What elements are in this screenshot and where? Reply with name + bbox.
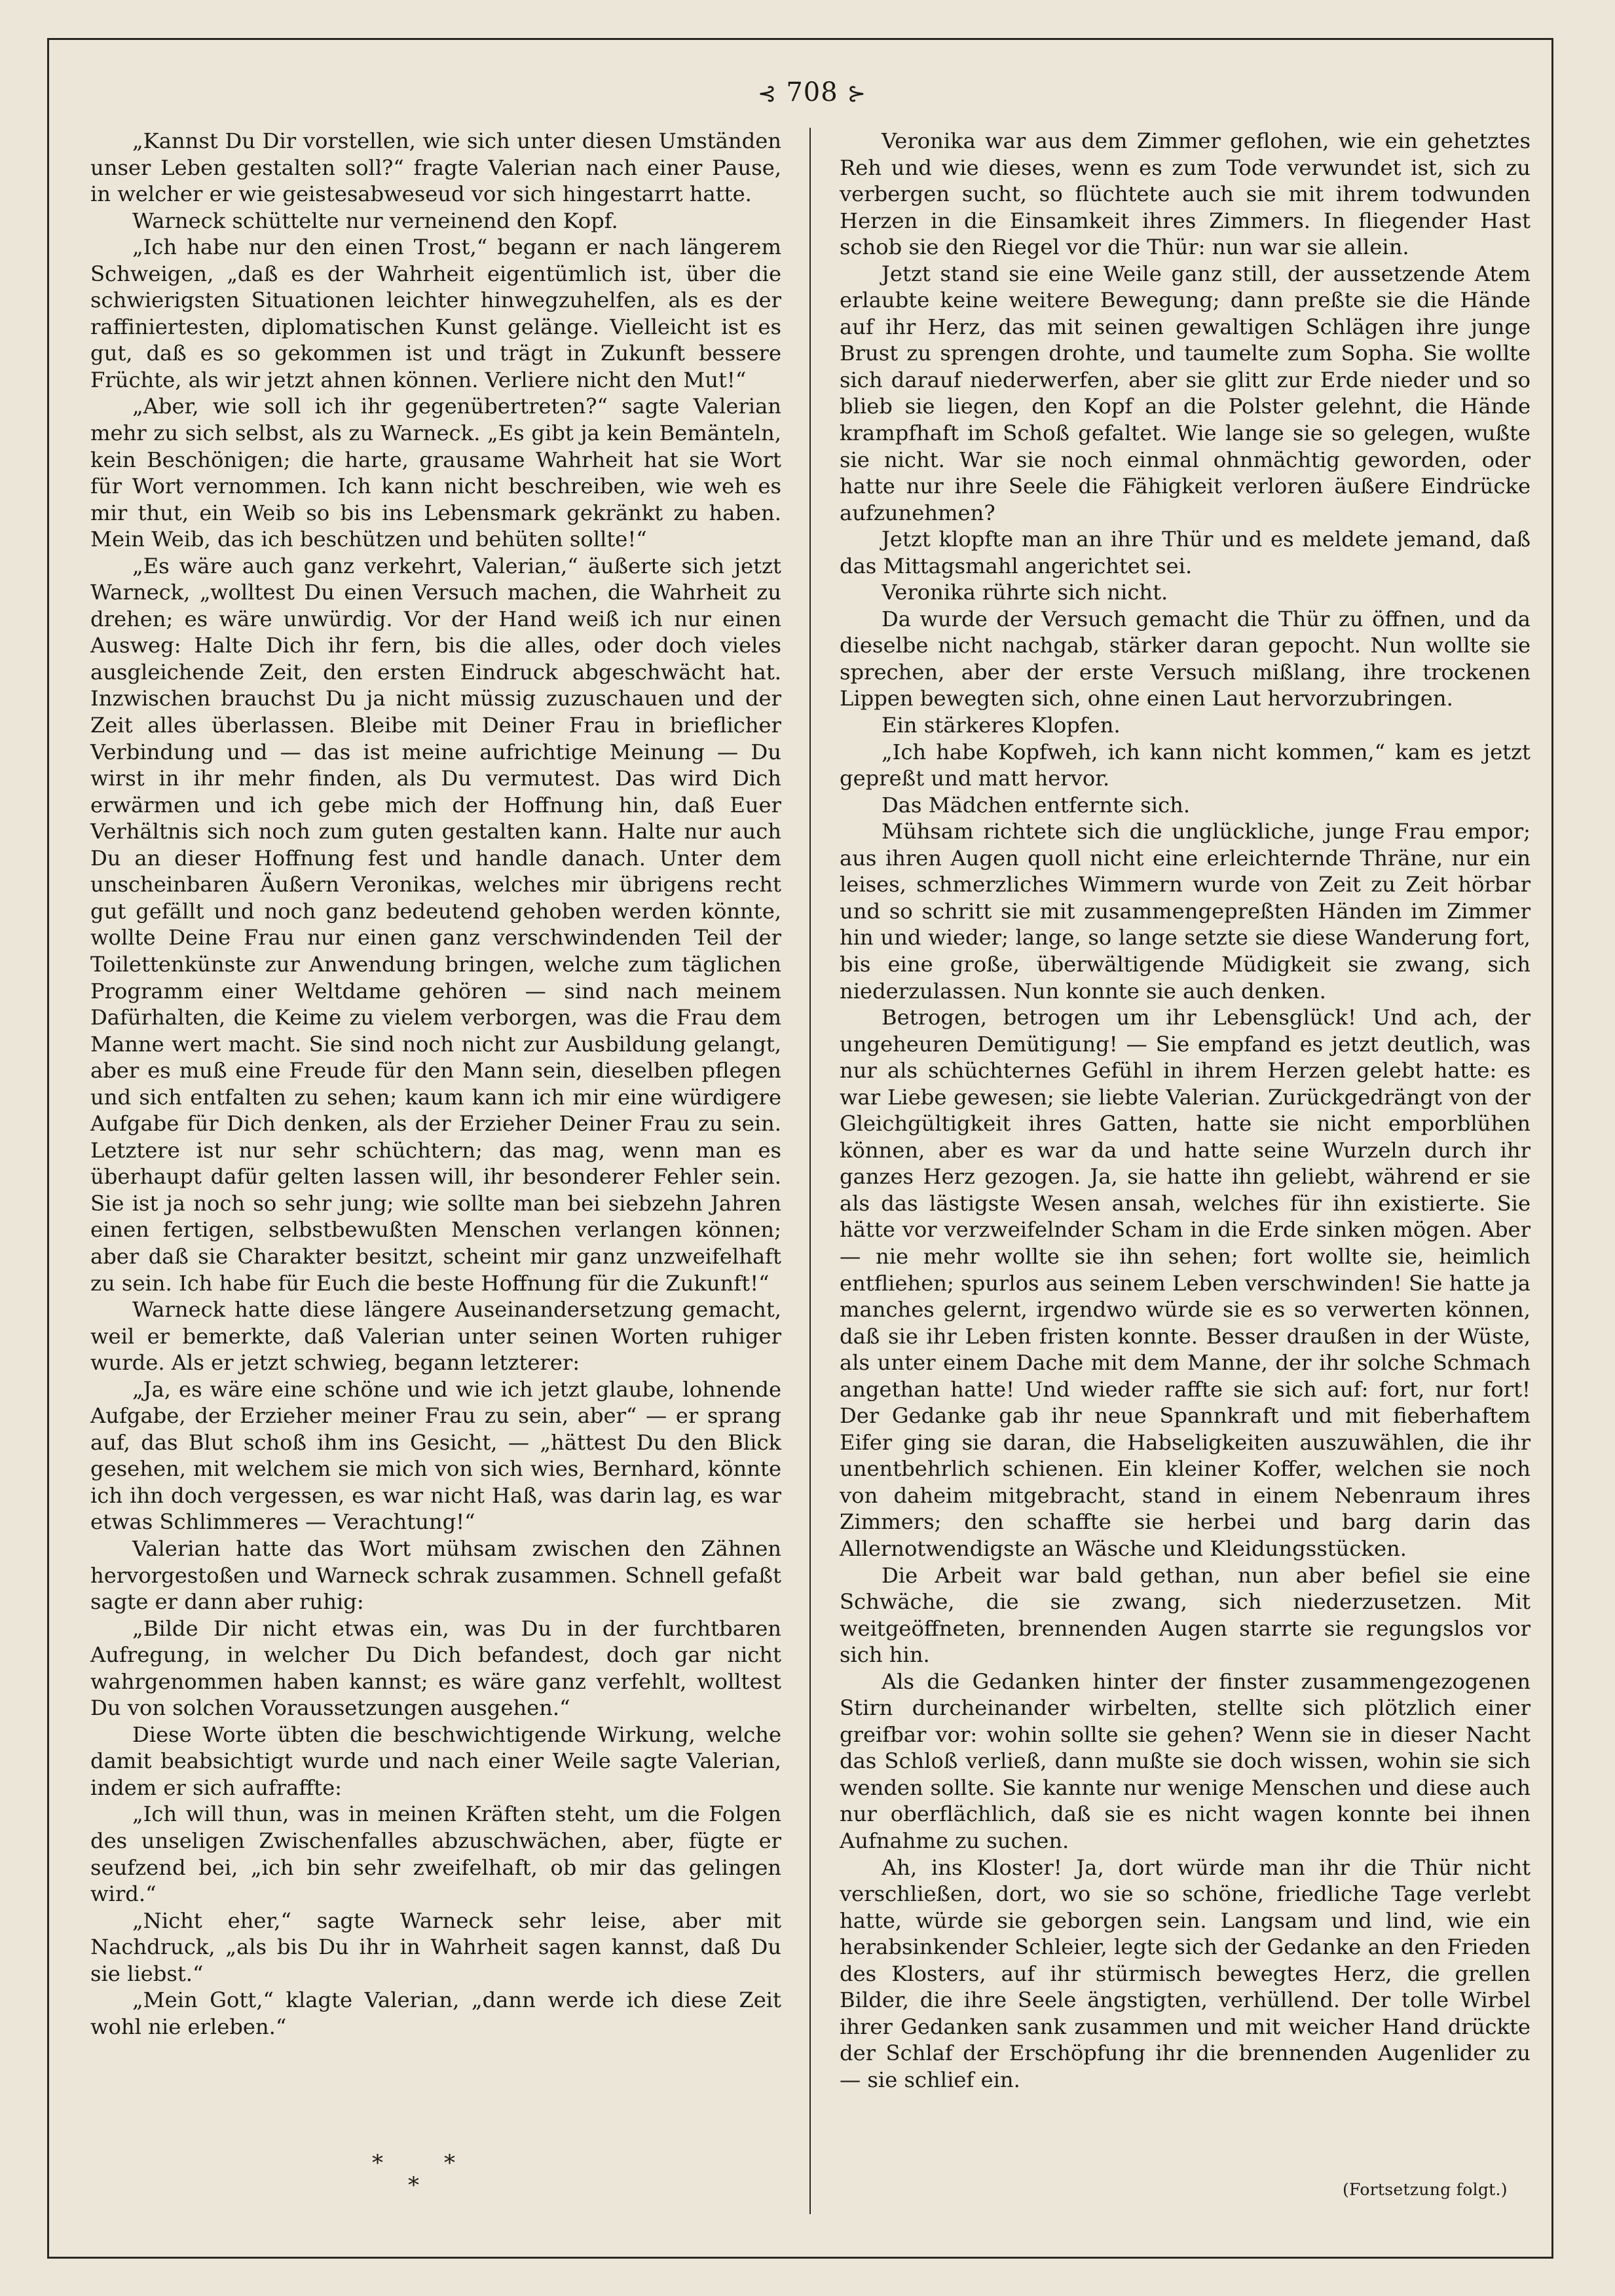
paragraph: „Bilde Dir nicht etwas ein, was Du in der furchtbaren Aufregung, in welcher Du Dich befandest, doch gar nicht wahrgenommen haben kannst; es wäre ganz verfehlt, wolltest Du von solchen Voraussetzungen ausgehen.“ [90, 1615, 781, 1721]
paragraph: Warneck hatte diese längere Auseinandersetzung gemacht, weil er bemerkte, daß Valerian unter seinen Worten ruhiger wurde. Als er jetzt schwieg, begann letzterer: [90, 1297, 781, 1376]
left-ornament: ⊰ [757, 81, 777, 107]
paragraph: „Aber, wie soll ich ihr gegenübertreten?“ sagte Valerian mehr zu sich selbst, als zu Warneck. „Es gibt ja kein Bemänteln, kein Beschönigen; die harte, grausame Wahrheit hat sie Wort für Wort vernommen. Ich kann nicht beschreiben, wie weh es mir thut, ein Weib so bis ins Lebensmark gekränkt zu haben. Mein Weib, das ich beschützen und behüten sollte!“ [90, 394, 781, 552]
paragraph: Jetzt stand sie eine Weile ganz still, der aussetzende Atem erlaubte keine weitere Bewegung; dann preßte sie die Hände auf ihr Herz, das mit seinen gewaltigen Schlägen ihre junge Brust zu sprengen drohte, und taumelte zum Sopha. Sie wollte sich darauf niederwerfen, aber sie glitt zur Erde nieder und so blieb sie liegen, den Kopf an die Polster gelehnt, die Hände krampfhaft im Schoß gefaltet. Wie lange sie so gelegen, wußte sie nicht. War sie noch einmal ohnmächtig geworden, oder hatte nur ihre Seele die Fähigkeit verloren äußere Eindrücke aufzunehmen? [840, 261, 1531, 525]
paragraph: Ah, ins Kloster! Ja, dort würde man ihr die Thür nicht verschließen, dort, wo sie so schöne, friedliche Tage verlebt hatte, würde sie geborgen sein. Langsam und lind, wie ein herabsinkender Schleier, legte sich der Gedanke an den Frieden des Klosters, auf ihr stürmisch bewegtes Herz, die grellen Bilder, die ihre Seele ängstigten, verhüllend. Der tolle Wirbel ihrer Gedanken sank zusammen und mit weicher Hand drückte der Schlaf der Erschöpfung ihr die brennenden Augenlider zu — sie schlief ein. [840, 1854, 1531, 2092]
paragraph: „Kannst Du Dir vorstellen, wie sich unter diesen Umständen unser Leben gestalten soll?“ fragte Valerian nach einer Pause, in welcher er wie geistesabweseud vor sich hingestarrt hatte. [90, 128, 781, 207]
paragraph: Ein stärkeres Klopfen. [882, 713, 1121, 738]
paragraph: Als die Gedanken hinter der finster zusammengezogenen Stirn durcheinander wirbelten, stellte sich plötzlich einer greifbar vor: wohin sollte sie gehen? Wenn sie in dieser Nacht das Schloß verließ, dann mußte sie doch wissen, wohin sie sich wenden sollte. Sie kannte nur wenige Menschen und diese auch nur oberflächlich, daß sie es nicht wagen konnte bei ihnen Aufnahme zu suchen. [840, 1668, 1531, 1853]
paragraph: Valerian hatte das Wort mühsam zwischen den Zähnen hervorgestoßen und Warneck schrak zusammen. Schnell gefaßt sagte er dann aber ruhig: [90, 1535, 781, 1615]
paragraph: Jetzt klopfte man an ihre Thür und es meldete jemand, daß das Mittagsmahl angerichtet sei. [840, 527, 1531, 578]
paragraph: „Ich habe Kopfweh, ich kann nicht kommen,“ kam es jetzt gepreßt und matt hervor. [840, 739, 1531, 791]
paragraph: Da wurde der Versuch gemacht die Thür zu öffnen, und da dieselbe nicht nachgab, stärker daran gepocht. Nun wollte sie sprechen, aber der erste Versuch mißlang, ihre trockenen Lippen bewegten sich, ohne einen Laut hervorzubringen. [840, 606, 1531, 711]
paragraph: Mühsam richtete sich die unglückliche, junge Frau empor; aus ihren Augen quoll nicht eine erleichternde Thräne, nur ein leises, schmerzliches Wimmern wurde von Zeit zu Zeit hörbar und so schritt sie mit zusammengepreßten Händen im Zimmer hin und wieder; lange, so lange setzte sie diese Wanderung fort, bis eine große, überwältigende Müdigkeit sie zwang, sich niederzulassen. Nun konnte sie auch denken. [840, 819, 1531, 1004]
paragraph: „Es wäre auch ganz verkehrt, Valerian,“ äußerte sich jetzt Warneck, „wolltest Du einen Versuch machen, die Wahrheit zu drehen; es wäre unwürdig. Vor der Hand weiß ich nur einen Ausweg: Halte Dich ihr fern, bis die alles, oder doch vieles ausgleichende Zeit, den ersten Eindruck abgeschwächt hat. Inzwischen brauchst Du ja nicht müssig zuzuschauen und der Zeit alles überlassen. Bleibe mit Deiner Frau in brieflicher Verbindung und — das ist meine aufrichtige Meinung — Du wirst in ihr mehr finden, als Du vermutest. Das wird Dich erwärmen und ich gebe mich der Hoffnung hin, daß Euer Verhältnis sich noch zum guten gestalten kann. Halte nur auch Du an dieser Hoffnung fest und handle danach. Unter dem unscheinbaren Äußern Veronikas, welches mir übrigens recht gut gefällt und noch ganz bedeutend gehoben werden könnte, wollte Deine Frau nur einen ganz verschwindenden Teil der Toilettenkünste zur Anwendung bringen, welche zum täglichen Programm einer Weltdame gehören — sind nach meinem Dafürhalten, die Keime zu vielem verborgen, was die Frau dem Manne wert macht. Sie sind noch nicht zur Ausbildung gelangt, aber es muß eine Freude für den Mann sein, dieselben pflegen und sich entfalten zu sehen; kaum kann ich mir eine würdigere Aufgabe für Dich denken, als der Erzieher Deiner Frau zu sein. Letztere ist nur sehr schüchtern; das mag, wenn man es überhaupt dafür gelten lassen will, ihr besonderer Fehler sein. Sie ist ja noch so sehr jung; wie sollte man bei siebzehn Jahren einen fertigen, selbstbewußten Menschen verlangen können; aber daß sie Charakter besitzt, scheint mir ganz unzweifelhaft zu sein. Ich habe für Euch die beste Hoffnung für die Zukunft!“ [90, 553, 781, 1296]
paragraph: „Nicht eher,“ sagte Warneck sehr leise, aber mit Nachdruck, „als bis Du ihr in Wahrheit sagen kannst, daß Du sie liebst.“ [90, 1908, 781, 1986]
continuation-note: (Fortsetzung folgt.) [1343, 2180, 1508, 2199]
section-break [90, 2150, 781, 2202]
left-column [90, 128, 781, 2040]
paragraph: Veronika rührte sich nicht. [882, 580, 1168, 605]
paragraph: „Ja, es wäre eine schöne und wie ich jetzt glaube, lohnende Aufgabe, der Erzieher meiner Frau zu sein, aber“ — er sprang auf, das Blut schoß ihm ins Gesicht, — „hättest Du den Blick gesehen, mit welchem sie mich von sich wies, Bernhard, könnte ich ihn doch vergessen, es war nicht Haß, was darin lag, es war etwas Schlimmeres — Verachtung!“ [90, 1376, 781, 1535]
column-divider [809, 128, 811, 2214]
paragraph: Veronika war aus dem Zimmer geflohen, wie ein gehetztes Reh und wie dieses, wenn es zum Tode verwundet ist, sich zu verbergen sucht, so flüchtete auch sie mit ihrem todwunden Herzen in die Einsamkeit ihres Zimmers. In fliegender Hast schob sie den Riegel vor die Thür: nun war sie allein. [840, 128, 1531, 260]
section-star: * [444, 2150, 455, 2176]
right-column [840, 128, 1531, 2093]
page-header [733, 77, 891, 107]
page-number: 708 [786, 77, 838, 107]
right-ornament: ⊱ [847, 81, 867, 107]
paragraph: Warneck schüttelte nur verneinend den Kopf. [132, 208, 618, 233]
paragraph: Die Arbeit war bald gethan, nun aber befiel sie eine Schwäche, die sie zwang, sich niederzusetzen. Mit weitgeöffneten, brennenden Augen starrte sie regungslos vor sich hin. [840, 1562, 1531, 1668]
paragraph: Diese Worte übten die beschwichtigende Wirkung, welche damit beabsichtigt wurde und nach einer Weile sagte Valerian, indem er sich aufraffte: [90, 1722, 781, 1800]
paragraph: „Ich habe nur den einen Trost,“ begann er nach längerem Schweigen, „daß es der Wahrheit eigentümlich ist, über die schwierigsten Situationen leichter hinwegzuhelfen, als es der raffiniertesten, diplomatischen Kunst gelänge. Vielleicht ist es gut, daß es so gekommen ist und trägt in Zukunft bessere Früchte, als wir jetzt ahnen können. Verliere nicht den Mut!“ [90, 235, 781, 392]
section-star: * [408, 2172, 419, 2198]
paragraph: Das Mädchen entfernte sich. [882, 792, 1191, 818]
paragraph: Betrogen, betrogen um ihr Lebensglück! Und ach, der ungeheuren Demütigung! — Sie empfand es jetzt deutlich, was nur als schüchternes Gefühl in ihrem Herzen gelebt hatte: es war Liebe gewesen; sie liebte Valerian. Zurückgedrängt von der Gleichgültigkeit ihres Gatten, hatte sie nicht emporblühen können, aber es war da und hatte seine Wurzeln durch ihr ganzes Herz gezogen. Ja, sie hatte ihn geliebt, während er sie als das lästigste Wesen ansah, welches für ihn existierte. Sie hätte vor verzweifelnder Scham in die Erde sinken mögen. Aber — nie mehr wollte sie ihn sehen; fort wollte sie, heimlich entfliehen; spurlos aus seinem Leben verschwinden! Sie hatte ja manches gelernt, irgendwo würde sie es so verwerten können, daß sie ihr Leben fristen konnte. Besser draußen in der Wüste, als unter einem Dache mit dem Manne, der ihr solche Schmach angethan hatte! Und wieder raffte sie sich auf: fort, nur fort! Der Gedanke gab ihr neue Spannkraft und mit fieberhaftem Eifer ging sie daran, die Habseligkeiten auszuwählen, die ihr unentbehrlich schienen. Ein kleiner Koffer, welchen sie noch von daheim mitgebracht, stand in einem Nebenraum ihres Zimmers; den schaffte sie herbei und barg darin das Allernotwendigste an Wäsche und Kleidungsstücken. [840, 1005, 1531, 1561]
paragraph: „Ich will thun, was in meinen Kräften steht, um die Folgen des unseligen Zwischenfalles abzuschwächen, aber, fügte er seufzend bei, „ich bin sehr zweifelhaft, ob mir das gelingen wird.“ [90, 1801, 781, 1907]
section-star: * [372, 2150, 383, 2176]
paragraph: „Mein Gott,“ klagte Valerian, „dann werde ich diese Zeit wohl nie erleben.“ [90, 1987, 781, 2039]
